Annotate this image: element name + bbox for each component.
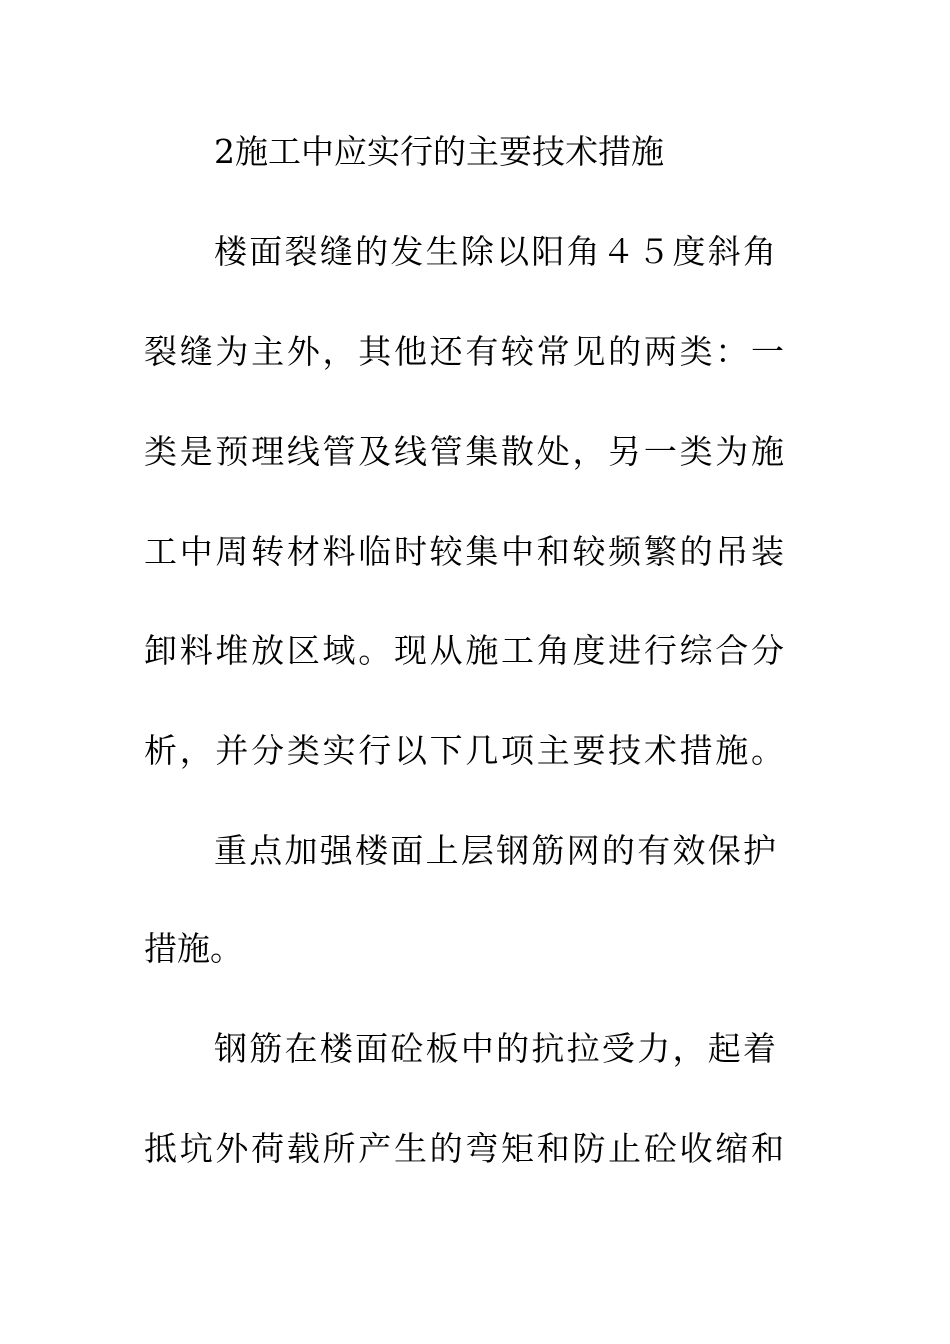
paragraph-1-line-1: 楼面裂缝的发生除以阳角４５度斜角	[214, 232, 776, 271]
paragraph-1-line-5: 卸料堆放区域。现从施工角度进行综合分	[144, 631, 784, 670]
paragraph-3-line-1: 钢筋在楼面砼板中的抗拉受力，起着	[214, 1029, 776, 1068]
paragraph-3-line-2: 抵坑外荷载所产生的弯矩和防止砼收缩和	[144, 1129, 784, 1168]
paragraph-1-line-4: 工中周转材料临时较集中和较频繁的吊装	[144, 532, 784, 571]
section-heading: 2施工中应实行的主要技术措施	[214, 132, 664, 171]
paragraph-2-line-2: 措施。	[144, 929, 243, 968]
paragraph-1-line-3: 类是预理线管及线管集散处，另一类为施	[144, 432, 784, 471]
paragraph-2-line-1: 重点加强楼面上层钢筋网的有效保护	[214, 831, 776, 870]
paragraph-1-line-6: 析，并分类实行以下几项主要技术措施。	[144, 731, 784, 770]
paragraph-1-line-2: 裂缝为主外，其他还有较常见的两类：一	[144, 332, 784, 371]
